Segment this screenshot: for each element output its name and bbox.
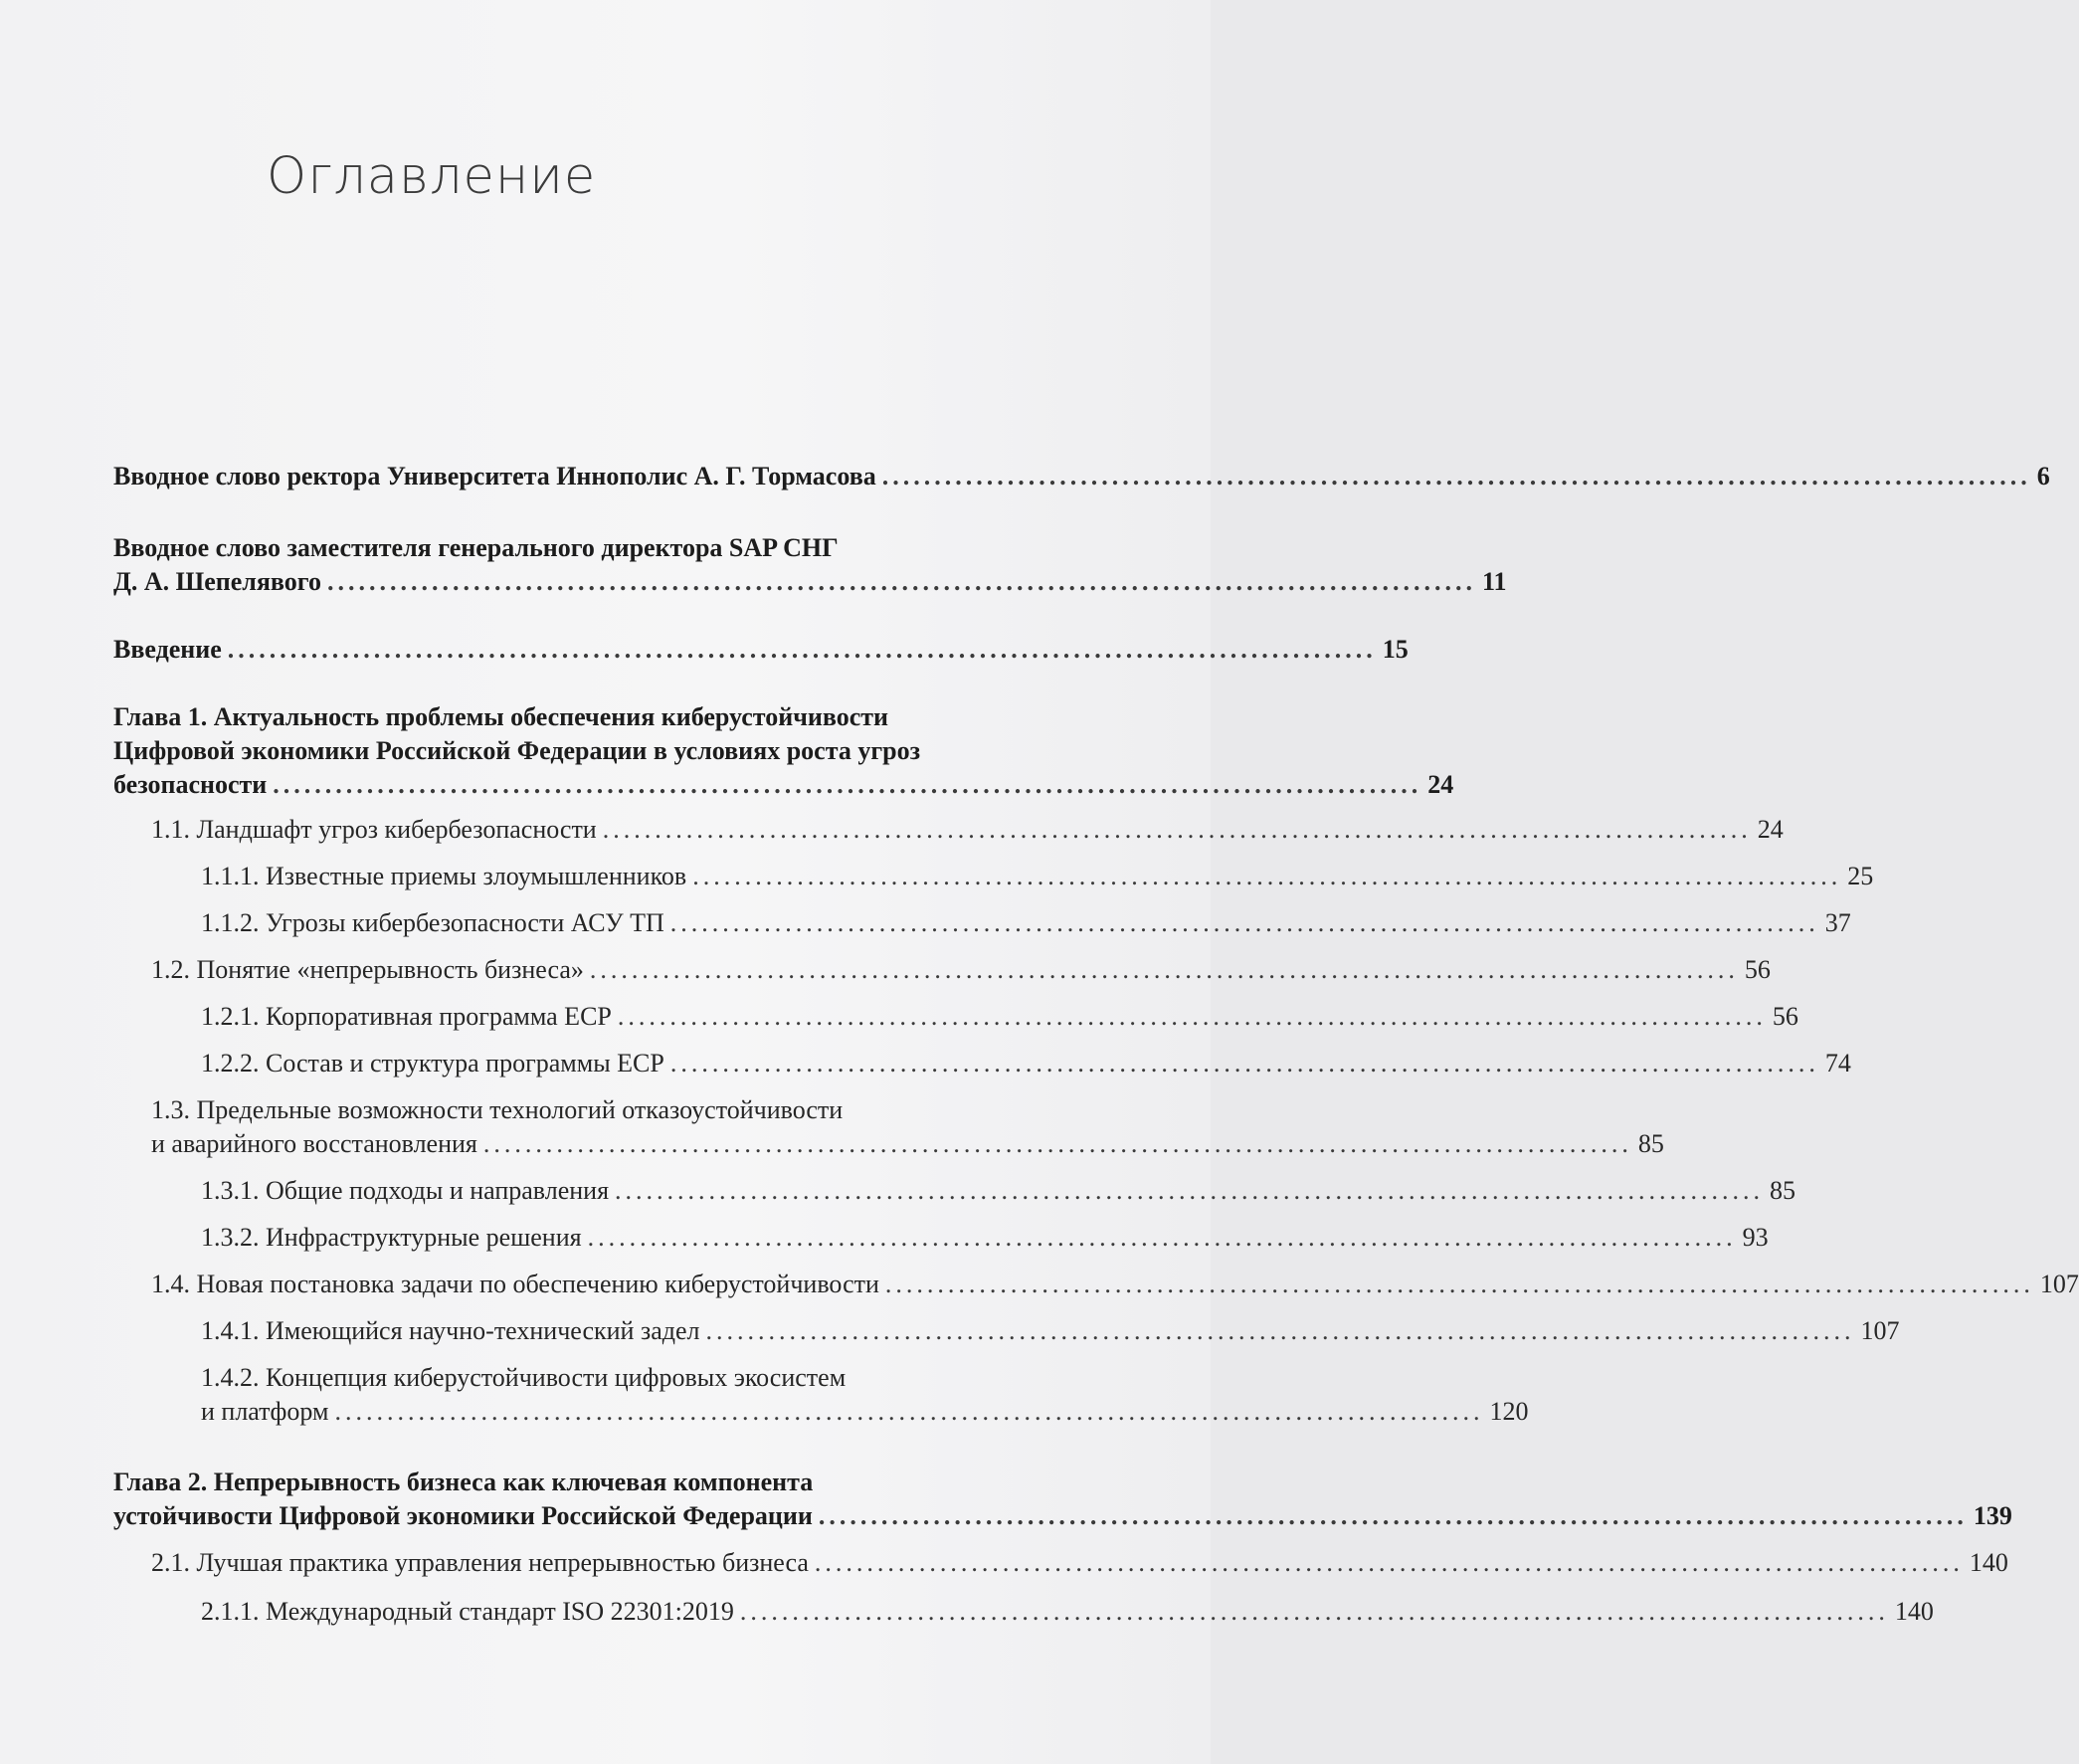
toc-entry-text: 1.4. Новая постановка задачи по обеспечению киберустойчивости xyxy=(151,1270,879,1298)
toc-page-number: 74 xyxy=(1824,1049,1851,1078)
toc-page-number: 120 xyxy=(1489,1397,1529,1426)
toc-entry-text: безопасности xyxy=(113,770,268,799)
leader-dots: .............................................................................................................. xyxy=(589,955,1739,984)
leader-dots: .............................................................................................................. xyxy=(482,1129,1632,1158)
toc-entry-1-1-1[interactable] xyxy=(201,860,1874,893)
toc-entry-text: и аварийного восстановления xyxy=(151,1129,477,1158)
leader-dots: .............................................................................................................. xyxy=(334,1397,1484,1426)
toc-page-number: 56 xyxy=(1772,1002,1798,1031)
leader-dots: .............................................................................................................. xyxy=(602,815,1752,844)
toc-page-number: 24 xyxy=(1427,770,1454,799)
toc-entry-2-1-1[interactable] xyxy=(201,1595,1934,1629)
toc-entry-1-4-1[interactable] xyxy=(201,1314,1900,1348)
toc-entry-chapter-2[interactable] xyxy=(113,1466,2012,1533)
toc-page-number: 140 xyxy=(1894,1597,1934,1626)
leader-dots: .............................................................................................................. xyxy=(669,908,1819,937)
toc-entry-1-1-2[interactable] xyxy=(201,906,1851,940)
toc-page-number: 107 xyxy=(2039,1270,2079,1298)
leader-dots: .............................................................................................................. xyxy=(669,1049,1819,1078)
toc-entry-text: 1.3.2. Инфраструктурные решения xyxy=(201,1223,582,1252)
toc-entry-text: и платформ xyxy=(201,1397,329,1426)
leader-dots: .............................................................................................................. xyxy=(587,1223,1737,1252)
toc-page-number: 56 xyxy=(1744,955,1771,984)
leader-dots: .............................................................................................................. xyxy=(739,1597,1889,1626)
toc-entry-1-2[interactable] xyxy=(151,953,1771,987)
toc-entry-1-3-2[interactable] xyxy=(201,1221,1769,1255)
leader-dots: .............................................................................................................. xyxy=(273,770,1422,799)
leader-dots: .............................................................................................................. xyxy=(881,462,2031,490)
toc-page-number: 140 xyxy=(1969,1548,2008,1577)
toc-page-number: 85 xyxy=(1637,1129,1664,1158)
toc-entry-text: 2.1. Лучшая практика управления непрерывностью бизнеса xyxy=(151,1548,809,1577)
leader-dots: .............................................................................................................. xyxy=(617,1002,1767,1031)
leader-dots: .............................................................................................................. xyxy=(814,1548,1964,1577)
toc-entry-1-4-2[interactable] xyxy=(201,1361,1529,1429)
toc-entry-line: Вводное слово заместителя генерального директора SAP СНГ xyxy=(113,533,839,562)
toc-entry-text: 1.1.2. Угрозы кибербезопасности АСУ ТП xyxy=(201,908,664,937)
leader-dots: .............................................................................................................. xyxy=(615,1176,1765,1205)
toc-entry-line: Глава 2. Непрерывность бизнеса как ключевая компонента xyxy=(113,1468,814,1496)
toc-page-number: 107 xyxy=(1860,1316,1900,1345)
toc-page-number: 6 xyxy=(2036,462,2050,490)
toc-entry-1-2-1[interactable] xyxy=(201,1000,1798,1034)
page-title: Оглавление xyxy=(267,147,597,206)
leader-dots: .............................................................................................................. xyxy=(692,862,1842,890)
toc-entry-text: 1.4.1. Имеющийся научно-технический задел xyxy=(201,1316,700,1345)
toc-entry-line: 1.4.2. Концепция киберустойчивости цифровых экосистем xyxy=(201,1363,847,1392)
toc-entry-rector-foreword[interactable] xyxy=(113,460,2050,493)
toc-entry-text: 1.1. Ландшафт угроз кибербезопасности xyxy=(151,815,597,844)
leader-dots: .............................................................................................................. xyxy=(326,567,1476,596)
leader-dots: .............................................................................................................. xyxy=(227,635,1377,664)
toc-entry-sap-foreword[interactable] xyxy=(113,531,1507,599)
toc-entry-2-1[interactable] xyxy=(151,1546,2008,1580)
toc-page-number: 11 xyxy=(1481,567,1507,596)
toc-entry-text: Введение xyxy=(113,635,222,664)
toc-entry-chapter-1[interactable] xyxy=(113,700,1454,802)
toc-entry-1-4[interactable] xyxy=(151,1268,2079,1301)
toc-entry-text: Вводное слово ректора Университета Иннополис А. Г. Тормасова xyxy=(113,462,876,490)
toc-entry-1-2-2[interactable] xyxy=(201,1047,1851,1080)
toc-page-number: 139 xyxy=(1973,1501,2012,1530)
toc-page-number: 93 xyxy=(1742,1223,1769,1252)
toc-entry-text: Д. А. Шепелявого xyxy=(113,567,321,596)
leader-dots: .............................................................................................................. xyxy=(705,1316,1855,1345)
toc-page-number: 25 xyxy=(1847,862,1874,890)
toc-page-number: 85 xyxy=(1770,1176,1796,1205)
toc-entry-introduction[interactable] xyxy=(113,633,1409,667)
toc-entry-text: 1.2.2. Состав и структура программы ЕСР xyxy=(201,1049,664,1078)
toc-entry-text: 1.3.1. Общие подходы и направления xyxy=(201,1176,610,1205)
toc-entry-1-1[interactable] xyxy=(151,813,1784,847)
toc-entry-line: Глава 1. Актуальность проблемы обеспечения киберустойчивости xyxy=(113,702,888,731)
toc-page-number: 15 xyxy=(1382,635,1409,664)
toc-entry-text: 1.2. Понятие «непрерывность бизнеса» xyxy=(151,955,584,984)
toc-page-number: 37 xyxy=(1824,908,1851,937)
toc-page-number: 24 xyxy=(1757,815,1784,844)
toc-entry-line: 1.3. Предельные возможности технологий отказоустойчивости xyxy=(151,1095,844,1124)
toc-entry-text: 1.1.1. Известные приемы злоумышленников xyxy=(201,862,687,890)
toc-entry-text: 2.1.1. Международный стандарт ISO 22301:2019 xyxy=(201,1597,734,1626)
leader-dots: .............................................................................................................. xyxy=(884,1270,2034,1298)
toc-entry-1-3[interactable] xyxy=(151,1093,1664,1161)
toc-entry-text: 1.2.1. Корпоративная программа ЕСР xyxy=(201,1002,612,1031)
toc-entry-1-3-1[interactable] xyxy=(201,1174,1796,1208)
toc-entry-line: Цифровой экономики Российской Федерации в условиях роста угроз xyxy=(113,736,921,765)
leader-dots: .............................................................................................................. xyxy=(818,1501,1968,1530)
toc-entry-text: устойчивости Цифровой экономики Российской Федерации xyxy=(113,1501,813,1530)
